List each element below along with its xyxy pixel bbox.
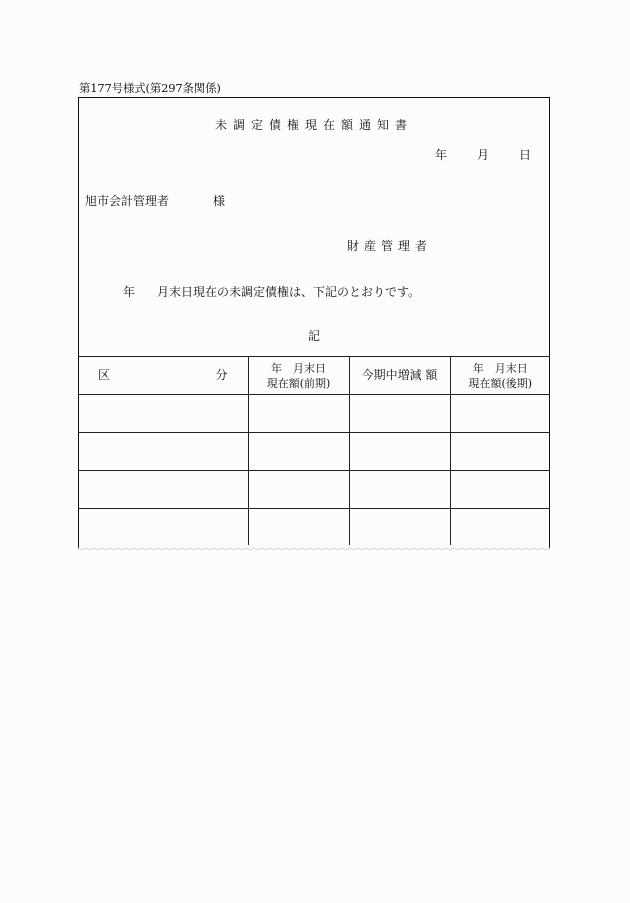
table-cell — [450, 471, 550, 509]
date-day-label: 日 — [518, 148, 531, 162]
header-next-line1: 年 月末日 — [472, 361, 528, 375]
table-row — [78, 471, 550, 509]
table-cell — [450, 433, 550, 471]
table-cell — [248, 471, 349, 509]
table-cell — [78, 433, 248, 471]
table-cell — [349, 471, 450, 509]
sender: 財産管理者 — [347, 239, 433, 253]
torn-edge — [78, 545, 550, 553]
table-cell — [78, 395, 248, 433]
addressee-honorific: 様 — [213, 194, 226, 208]
header-change-amount: 今期中増減 額 — [349, 357, 450, 395]
header-category-left: 区 — [98, 368, 111, 382]
header-next-line2: 現在額(後期) — [468, 376, 533, 390]
table-header-row — [78, 357, 550, 395]
date-line — [435, 146, 531, 163]
header-next-amount — [450, 357, 550, 395]
form-frame — [78, 97, 550, 549]
header-previous-line2: 現在額(前期) — [266, 376, 331, 390]
table-cell — [349, 395, 450, 433]
table-cell — [78, 509, 248, 546]
table-cell — [349, 433, 450, 471]
header-category — [78, 357, 248, 395]
table-row — [78, 433, 550, 471]
document-title: 未調定債権現在額通知書 — [214, 118, 413, 132]
header-previous-line1: 年 月末日 — [271, 361, 326, 375]
table-row — [78, 395, 550, 433]
addressee-name: 旭市会計管理者 — [85, 194, 170, 208]
table-cell — [248, 509, 349, 546]
table-cell — [450, 509, 550, 546]
table-cell — [248, 433, 349, 471]
body-sentence: 月末日現在の未調定債権は、下記のとおりです。 — [157, 285, 421, 299]
date-year-label: 年 — [434, 148, 447, 162]
table-cell — [78, 471, 248, 509]
table-row — [78, 509, 550, 546]
header-previous-amount — [248, 357, 349, 395]
receivables-table — [78, 356, 550, 545]
table-cell — [248, 395, 349, 433]
form-number: 第177号様式(第297条関係) — [79, 81, 221, 95]
table-cell — [349, 509, 450, 546]
ki-heading: 記 — [307, 329, 320, 343]
body-text — [123, 283, 420, 300]
addressee — [85, 192, 225, 209]
header-category-right: 分 — [215, 368, 228, 382]
body-year-label: 年 — [123, 285, 136, 299]
date-month-label: 月 — [476, 148, 489, 162]
table-cell — [450, 395, 550, 433]
